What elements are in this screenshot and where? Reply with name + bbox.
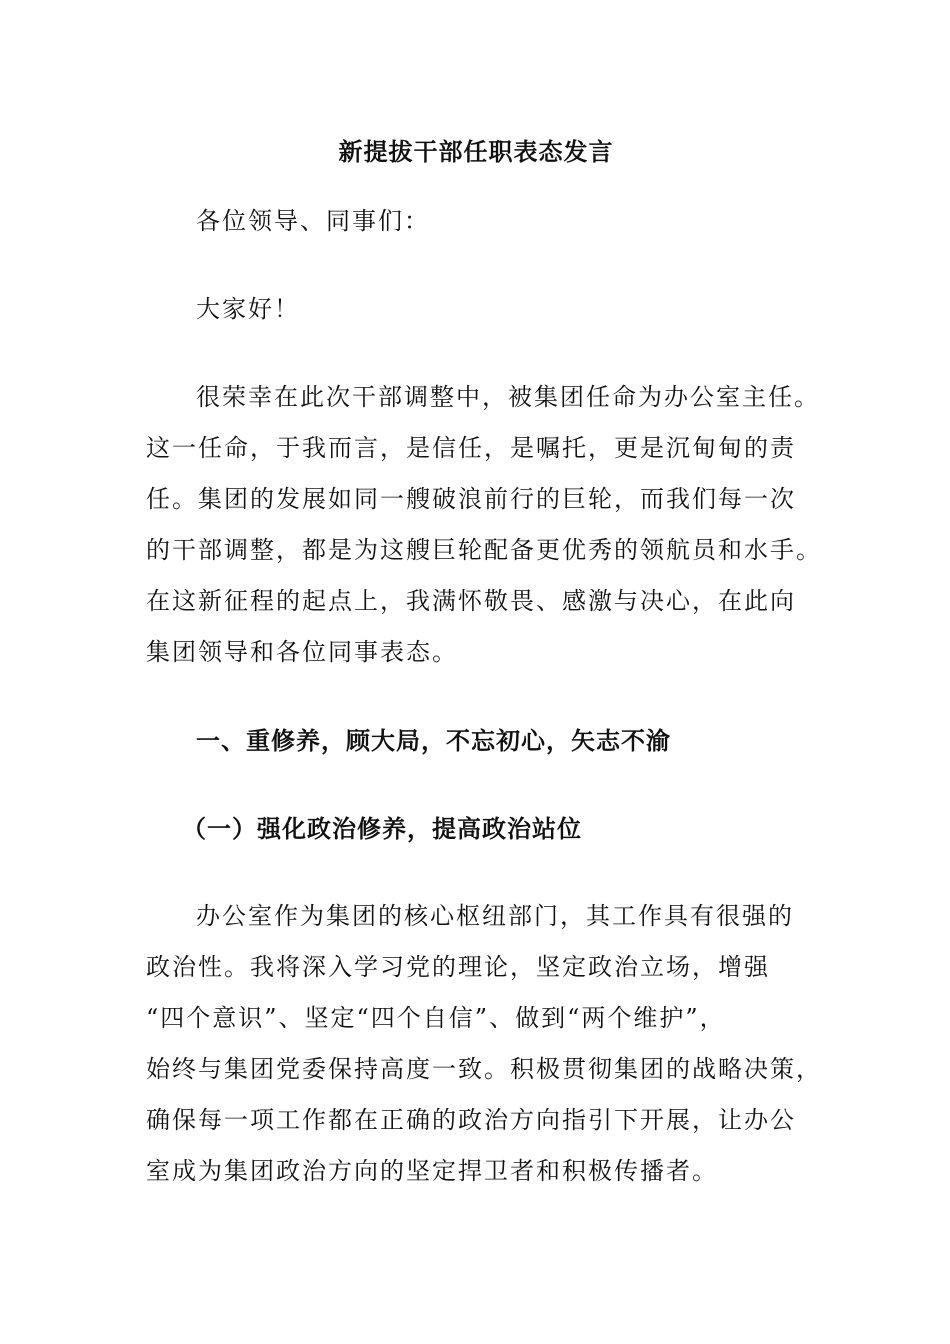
section-line: 始终与集团党委保持高度一致。积极贯彻集团的战略决策，	[146, 1055, 822, 1083]
document-title: 新提拔干部任职表态发言	[338, 137, 614, 166]
section-line: 政治性。我将深入学习党的理论，坚定政治立场，增强	[146, 953, 770, 981]
intro-line: 在这新征程的起点上，我满怀敬畏、感激与决心，在此向	[146, 587, 796, 615]
intro-paragraph	[146, 372, 822, 678]
intro-line: 任。集团的发展如同一艘破浪前行的巨轮，而我们每一次	[146, 485, 796, 513]
intro-line: 这一任命，于我而言，是信任，是嘱托，更是沉甸甸的责	[146, 434, 796, 462]
document-body	[146, 128, 822, 1234]
section-line: “四个意识”、坚定“四个自信”、做到“两个维护”，	[146, 1004, 726, 1032]
intro-line: 集团领导和各位同事表态。	[146, 638, 458, 666]
intro-line: 的干部调整，都是为这艘巨轮配备更优秀的领航员和水手。	[146, 536, 822, 564]
section-line: 室成为集团政治方向的坚定捍卫者和积极传播者。	[146, 1157, 718, 1185]
intro-line: 很荣幸在此次干部调整中，被集团任命为办公室主任。	[196, 383, 820, 411]
section-heading: 一、重修养，顾大局，不忘初心，矢志不渝	[196, 726, 671, 755]
section-line: 办公室作为集团的核心枢纽部门，其工作具有很强的	[196, 902, 794, 930]
section-paragraph	[146, 891, 822, 1197]
section-line: 确保每一项工作都在正确的政治方向指引下开展，让办公	[146, 1106, 796, 1134]
salutation: 大家好！	[196, 295, 300, 323]
subsection-heading: （一）强化政治修养，提高政治站位	[182, 814, 582, 843]
greeting: 各位领导、同事们：	[196, 207, 430, 235]
